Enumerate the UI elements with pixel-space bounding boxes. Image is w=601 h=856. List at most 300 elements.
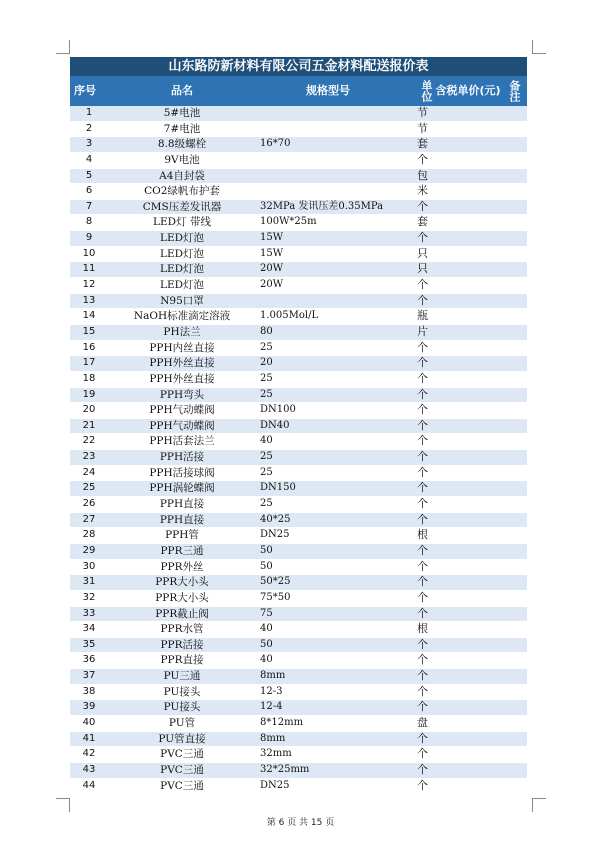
table-row bbox=[70, 419, 527, 435]
table-row bbox=[70, 231, 527, 247]
cell-spec: 50*25 bbox=[260, 576, 291, 588]
cell-remark bbox=[501, 528, 527, 543]
cell-unit: 包 bbox=[417, 168, 428, 182]
cell-price bbox=[435, 325, 501, 340]
cell-spec bbox=[256, 153, 417, 168]
table-body bbox=[70, 106, 527, 794]
cell-spec: 50 bbox=[260, 638, 273, 650]
cell-remark bbox=[501, 481, 527, 496]
cell-name: PPH内丝直接 bbox=[149, 341, 215, 354]
cell-unit: 个 bbox=[417, 465, 428, 479]
header-name: 品名 bbox=[171, 84, 193, 97]
cell-price bbox=[435, 669, 501, 684]
table-row bbox=[70, 607, 527, 623]
table-row bbox=[70, 560, 527, 576]
cell-unit: 个 bbox=[417, 747, 428, 761]
cell-price bbox=[435, 763, 501, 778]
cell-unit: 套 bbox=[417, 137, 428, 151]
cell-spec: 12-4 bbox=[260, 701, 283, 713]
header-remark: 备注 bbox=[508, 80, 521, 102]
cell-remark bbox=[501, 763, 527, 778]
cell-name: PPH活套法兰 bbox=[149, 435, 215, 448]
cell-no: 27 bbox=[82, 513, 96, 525]
cell-no: 23 bbox=[82, 451, 96, 463]
table-row bbox=[70, 106, 527, 122]
cell-unit: 个 bbox=[417, 669, 428, 683]
table-row bbox=[70, 215, 527, 231]
cell-price bbox=[435, 294, 501, 309]
cell-price bbox=[435, 184, 501, 199]
cell-unit: 个 bbox=[417, 653, 428, 667]
cell-spec: 40 bbox=[260, 435, 273, 447]
cell-spec: 8*12mm bbox=[260, 716, 304, 728]
cell-unit: 只 bbox=[417, 246, 428, 260]
cell-no: 14 bbox=[82, 310, 96, 322]
cell-price bbox=[435, 513, 501, 528]
cell-unit: 个 bbox=[417, 543, 428, 557]
cell-price bbox=[435, 137, 501, 152]
cell-unit: 个 bbox=[417, 559, 428, 573]
cell-no: 30 bbox=[82, 560, 96, 572]
cell-name: PU管直接 bbox=[158, 732, 206, 745]
cell-remark bbox=[501, 653, 527, 668]
cell-remark bbox=[501, 466, 527, 481]
cell-unit: 个 bbox=[417, 762, 428, 776]
cell-no: 41 bbox=[82, 732, 96, 744]
table-row bbox=[70, 137, 527, 153]
cell-remark bbox=[501, 607, 527, 622]
cell-name: PVC三通 bbox=[160, 748, 204, 761]
cell-name: PPR截止阀 bbox=[155, 607, 209, 620]
cell-remark bbox=[501, 215, 527, 230]
header-spec: 规格型号 bbox=[306, 84, 350, 97]
cell-no: 16 bbox=[82, 341, 96, 353]
cell-unit: 个 bbox=[417, 418, 428, 432]
cell-unit: 个 bbox=[417, 778, 428, 792]
cell-no: 9 bbox=[85, 232, 93, 244]
header-no: 序号 bbox=[74, 84, 96, 97]
cell-remark bbox=[501, 247, 527, 262]
cell-no: 22 bbox=[82, 435, 96, 447]
cell-spec: 25 bbox=[260, 451, 273, 463]
table-row bbox=[70, 247, 527, 263]
cell-no: 21 bbox=[82, 419, 96, 431]
cell-unit: 片 bbox=[417, 324, 428, 338]
cell-spec: 80 bbox=[260, 325, 273, 337]
cell-price bbox=[435, 309, 501, 324]
cell-no: 42 bbox=[82, 748, 96, 760]
cell-no: 34 bbox=[82, 623, 96, 635]
cell-name: CO2绿帆布护套 bbox=[144, 185, 220, 198]
table-header-row bbox=[70, 76, 527, 106]
cell-unit: 个 bbox=[417, 293, 428, 307]
cell-remark bbox=[501, 638, 527, 653]
table-row bbox=[70, 466, 527, 482]
cell-remark bbox=[501, 575, 527, 590]
cell-name: CMS压差发讯器 bbox=[142, 200, 222, 213]
cell-no: 18 bbox=[82, 372, 96, 384]
cell-spec: 40*25 bbox=[260, 513, 291, 525]
table-row bbox=[70, 653, 527, 669]
page-footer: 第 6 页 共 15 页 bbox=[266, 818, 335, 828]
cell-spec bbox=[256, 122, 417, 137]
cell-name: PPR水管 bbox=[160, 623, 204, 636]
cell-unit: 个 bbox=[417, 590, 428, 604]
cell-name: A4自封袋 bbox=[159, 169, 205, 182]
table-row bbox=[70, 591, 527, 607]
cell-name: PU三通 bbox=[163, 670, 201, 683]
cell-unit: 个 bbox=[417, 684, 428, 698]
cell-spec: 25 bbox=[260, 466, 273, 478]
cell-no: 5 bbox=[85, 169, 93, 181]
cell-price bbox=[435, 560, 501, 575]
cell-unit: 个 bbox=[417, 731, 428, 745]
cell-spec: 50 bbox=[260, 544, 273, 556]
cell-price bbox=[435, 341, 501, 356]
cell-remark bbox=[501, 403, 527, 418]
cell-spec: DN150 bbox=[260, 482, 296, 494]
cell-price bbox=[435, 106, 501, 121]
cell-remark bbox=[501, 106, 527, 121]
cell-price bbox=[435, 450, 501, 465]
cell-unit: 个 bbox=[417, 700, 428, 714]
cell-no: 17 bbox=[82, 357, 96, 369]
cell-unit: 个 bbox=[417, 403, 428, 417]
cell-no: 28 bbox=[82, 529, 96, 541]
cell-price bbox=[435, 122, 501, 137]
cell-name: 8.8级螺栓 bbox=[157, 138, 207, 151]
price-table bbox=[70, 57, 527, 794]
cell-spec: DN25 bbox=[260, 779, 290, 791]
cell-no: 12 bbox=[82, 279, 96, 291]
cell-unit: 节 bbox=[417, 106, 428, 119]
cell-price bbox=[435, 356, 501, 371]
cell-spec: 20W bbox=[260, 263, 284, 275]
cell-spec: 16*70 bbox=[260, 138, 291, 150]
cell-remark bbox=[501, 184, 527, 199]
cell-price bbox=[435, 262, 501, 277]
cell-name: LED灯泡 bbox=[159, 247, 205, 260]
cell-no: 6 bbox=[85, 185, 93, 197]
crop-mark-bottom-right bbox=[532, 798, 546, 812]
cell-remark bbox=[501, 262, 527, 277]
cell-spec: 15W bbox=[260, 247, 284, 259]
table-row bbox=[70, 528, 527, 544]
cell-spec bbox=[256, 294, 417, 309]
cell-spec: 75*50 bbox=[260, 591, 291, 603]
table-row bbox=[70, 575, 527, 591]
cell-spec: 32MPa 发讯压差0.35MPa bbox=[260, 200, 384, 212]
cell-unit: 个 bbox=[417, 434, 428, 448]
cell-unit: 个 bbox=[417, 387, 428, 401]
cell-name: PVC三通 bbox=[160, 763, 204, 776]
cell-spec: 32mm bbox=[260, 748, 292, 760]
table-row bbox=[70, 262, 527, 278]
cell-spec: DN100 bbox=[260, 404, 296, 416]
cell-remark bbox=[501, 309, 527, 324]
cell-spec: 32*25mm bbox=[260, 763, 310, 775]
table-row bbox=[70, 732, 527, 748]
cell-name: LED灯泡 bbox=[159, 232, 205, 245]
cell-spec: 25 bbox=[260, 372, 273, 384]
cell-unit: 瓶 bbox=[417, 309, 428, 323]
cell-remark bbox=[501, 122, 527, 137]
cell-remark bbox=[501, 700, 527, 715]
cell-no: 25 bbox=[82, 482, 96, 494]
cell-spec: 25 bbox=[260, 388, 273, 400]
cell-no: 40 bbox=[82, 716, 96, 728]
table-row bbox=[70, 388, 527, 404]
cell-remark bbox=[501, 669, 527, 684]
cell-spec: 25 bbox=[260, 341, 273, 353]
table-row bbox=[70, 184, 527, 200]
cell-spec: 20 bbox=[260, 357, 273, 369]
table-row bbox=[70, 356, 527, 372]
cell-name: LED灯泡 bbox=[159, 263, 205, 276]
cell-no: 44 bbox=[82, 779, 96, 791]
cell-unit: 个 bbox=[417, 606, 428, 620]
cell-price bbox=[435, 575, 501, 590]
cell-no: 4 bbox=[85, 153, 93, 165]
cell-remark bbox=[501, 513, 527, 528]
cell-spec: 1.005Mol/L bbox=[260, 310, 319, 322]
cell-spec: 100W*25m bbox=[260, 216, 317, 228]
cell-no: 13 bbox=[82, 294, 96, 306]
cell-remark bbox=[501, 169, 527, 184]
cell-spec bbox=[256, 184, 417, 199]
cell-name: PU管 bbox=[168, 716, 196, 729]
cell-spec: 15W bbox=[260, 232, 284, 244]
cell-spec bbox=[256, 169, 417, 184]
cell-name: PPR活接 bbox=[160, 638, 204, 651]
cell-spec: 75 bbox=[260, 607, 273, 619]
table-row bbox=[70, 294, 527, 310]
cell-no: 38 bbox=[82, 685, 96, 697]
table-row bbox=[70, 309, 527, 325]
table-row bbox=[70, 341, 527, 357]
cell-spec: DN40 bbox=[260, 419, 290, 431]
cell-unit: 个 bbox=[417, 575, 428, 589]
cell-unit: 根 bbox=[417, 528, 428, 542]
cell-name: PU接头 bbox=[163, 701, 201, 714]
table-row bbox=[70, 700, 527, 716]
cell-unit: 个 bbox=[417, 231, 428, 245]
table-row bbox=[70, 779, 527, 795]
cell-price bbox=[435, 638, 501, 653]
crop-mark-bottom-left bbox=[56, 798, 70, 812]
cell-price bbox=[435, 607, 501, 622]
cell-name: PPH直接 bbox=[159, 513, 205, 526]
cell-unit: 套 bbox=[417, 215, 428, 229]
cell-price bbox=[435, 685, 501, 700]
cell-remark bbox=[501, 544, 527, 559]
cell-price bbox=[435, 700, 501, 715]
cell-unit: 个 bbox=[417, 199, 428, 213]
cell-remark bbox=[501, 716, 527, 731]
cell-name: LED灯 带线 bbox=[153, 216, 211, 229]
cell-price bbox=[435, 779, 501, 794]
cell-name: PPH涡轮蝶阀 bbox=[149, 482, 215, 495]
cell-remark bbox=[501, 356, 527, 371]
cell-name: PPH外丝直接 bbox=[149, 357, 215, 370]
cell-price bbox=[435, 747, 501, 762]
cell-price bbox=[435, 153, 501, 168]
table-row bbox=[70, 434, 527, 450]
cell-no: 15 bbox=[82, 325, 96, 337]
cell-name: 7#电池 bbox=[163, 122, 201, 135]
cell-remark bbox=[501, 325, 527, 340]
cell-name: PPH外丝直接 bbox=[149, 372, 215, 385]
cell-spec: 8mm bbox=[260, 732, 286, 744]
cell-name: PPH气动蝶阀 bbox=[149, 404, 215, 417]
cell-price bbox=[435, 591, 501, 606]
cell-price bbox=[435, 372, 501, 387]
cell-name: PPH活接 bbox=[159, 451, 205, 464]
cell-unit: 米 bbox=[417, 184, 428, 198]
cell-no: 3 bbox=[85, 138, 93, 150]
cell-price bbox=[435, 434, 501, 449]
cell-no: 29 bbox=[82, 544, 96, 556]
table-row bbox=[70, 544, 527, 560]
cell-no: 8 bbox=[85, 216, 93, 228]
cell-no: 19 bbox=[82, 388, 96, 400]
cell-no: 31 bbox=[82, 576, 96, 588]
table-row bbox=[70, 638, 527, 654]
cell-no: 32 bbox=[82, 591, 96, 603]
cell-no: 11 bbox=[82, 263, 96, 275]
cell-no: 2 bbox=[85, 122, 93, 134]
table-row bbox=[70, 716, 527, 732]
cell-name: PVC三通 bbox=[160, 779, 204, 792]
crop-mark-top-left bbox=[56, 40, 70, 54]
cell-name: PPH管 bbox=[165, 529, 199, 542]
cell-remark bbox=[501, 153, 527, 168]
table-row bbox=[70, 497, 527, 513]
cell-price bbox=[435, 169, 501, 184]
cell-no: 7 bbox=[85, 200, 93, 212]
cell-no: 35 bbox=[82, 638, 96, 650]
cell-unit: 只 bbox=[417, 262, 428, 276]
cell-name: PPR直接 bbox=[160, 654, 204, 667]
cell-remark bbox=[501, 278, 527, 293]
cell-spec: 25 bbox=[260, 498, 273, 510]
cell-remark bbox=[501, 450, 527, 465]
cell-name: N95口罩 bbox=[160, 294, 204, 307]
cell-price bbox=[435, 481, 501, 496]
table-row bbox=[70, 403, 527, 419]
cell-unit: 个 bbox=[417, 512, 428, 526]
cell-price bbox=[435, 200, 501, 215]
cell-price bbox=[435, 466, 501, 481]
cell-unit: 个 bbox=[417, 450, 428, 464]
cell-spec bbox=[256, 106, 417, 121]
cell-price bbox=[435, 528, 501, 543]
cell-name: PPH气动蝶阀 bbox=[149, 419, 215, 432]
cell-price bbox=[435, 732, 501, 747]
cell-no: 36 bbox=[82, 654, 96, 666]
table-row bbox=[70, 481, 527, 497]
table-row bbox=[70, 763, 527, 779]
table-row bbox=[70, 622, 527, 638]
cell-remark bbox=[501, 685, 527, 700]
table-row bbox=[70, 169, 527, 185]
cell-remark bbox=[501, 388, 527, 403]
cell-spec: 12-3 bbox=[260, 685, 283, 697]
cell-unit: 节 bbox=[417, 121, 428, 135]
cell-unit: 个 bbox=[417, 497, 428, 511]
table-title: 山东路防新材料有限公司五金材料配送报价表 bbox=[70, 57, 527, 76]
cell-remark bbox=[501, 591, 527, 606]
table-row bbox=[70, 200, 527, 216]
table-row bbox=[70, 685, 527, 701]
cell-no: 10 bbox=[82, 247, 96, 259]
cell-price bbox=[435, 653, 501, 668]
cell-remark bbox=[501, 341, 527, 356]
table-row bbox=[70, 122, 527, 138]
cell-name: PPR外丝 bbox=[160, 560, 204, 573]
cell-remark bbox=[501, 200, 527, 215]
cell-price bbox=[435, 403, 501, 418]
cell-price bbox=[435, 497, 501, 512]
cell-name: PPR大小头 bbox=[155, 591, 209, 604]
table-row bbox=[70, 513, 527, 529]
cell-unit: 盘 bbox=[417, 715, 428, 729]
header-unit: 单位 bbox=[420, 80, 433, 102]
table-row bbox=[70, 450, 527, 466]
cell-remark bbox=[501, 747, 527, 762]
cell-remark bbox=[501, 560, 527, 575]
cell-no: 20 bbox=[82, 404, 96, 416]
cell-unit: 个 bbox=[417, 340, 428, 354]
cell-name: PPH弯头 bbox=[159, 388, 205, 401]
cell-unit: 个 bbox=[417, 371, 428, 385]
cell-name: 9V电池 bbox=[164, 153, 200, 166]
cell-name: PPH活接球阀 bbox=[149, 466, 215, 479]
table-row bbox=[70, 153, 527, 169]
cell-name: PPR三通 bbox=[160, 544, 204, 557]
cell-no: 33 bbox=[82, 607, 96, 619]
cell-no: 26 bbox=[82, 498, 96, 510]
cell-no: 39 bbox=[82, 701, 96, 713]
cell-remark bbox=[501, 231, 527, 246]
cell-name: PPH直接 bbox=[159, 498, 205, 511]
cell-name: NaOH标准滴定溶液 bbox=[133, 310, 231, 323]
table-row bbox=[70, 278, 527, 294]
cell-name: 5#电池 bbox=[163, 107, 201, 119]
cell-remark bbox=[501, 434, 527, 449]
table-row bbox=[70, 325, 527, 341]
cell-name: PPR大小头 bbox=[155, 576, 209, 589]
cell-name: PH法兰 bbox=[163, 325, 201, 338]
cell-price bbox=[435, 247, 501, 262]
cell-spec: 20W bbox=[260, 279, 284, 291]
cell-no: 43 bbox=[82, 763, 96, 775]
table-row bbox=[70, 669, 527, 685]
cell-spec: 40 bbox=[260, 654, 273, 666]
cell-spec: 50 bbox=[260, 560, 273, 572]
cell-remark bbox=[501, 622, 527, 637]
cell-name: PU接头 bbox=[163, 685, 201, 698]
cell-remark bbox=[501, 779, 527, 794]
cell-price bbox=[435, 622, 501, 637]
cell-remark bbox=[501, 419, 527, 434]
cell-name: LED灯泡 bbox=[159, 279, 205, 292]
table-row bbox=[70, 747, 527, 763]
crop-mark-top-right bbox=[532, 40, 546, 54]
cell-spec: 8mm bbox=[260, 670, 286, 682]
header-price: 含税单价(元) bbox=[435, 84, 501, 97]
table-row bbox=[70, 372, 527, 388]
